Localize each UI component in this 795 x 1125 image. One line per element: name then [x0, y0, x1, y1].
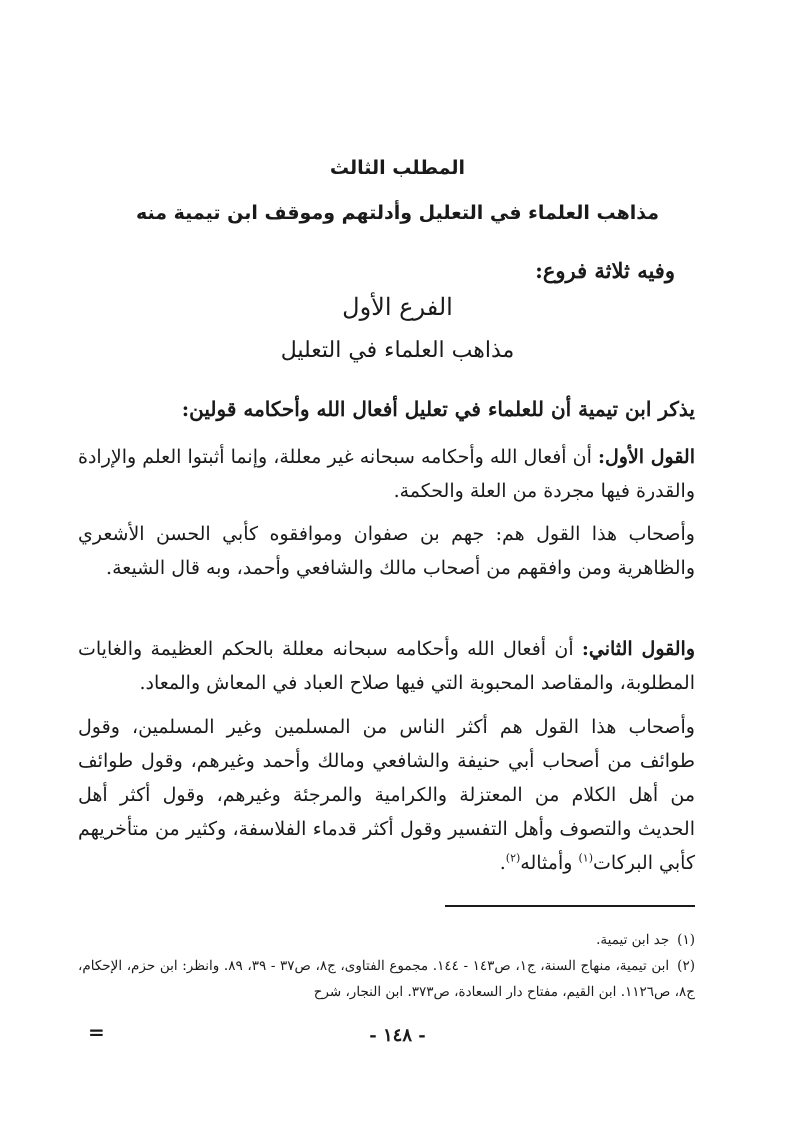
intro-line: وفيه ثلاثة فروع:	[535, 258, 675, 283]
continuation-mark: =	[88, 1020, 105, 1044]
branch-subtitle: مذاهب العلماء في التعليل	[280, 338, 515, 363]
section-heading: المطلب الثالث	[329, 157, 466, 179]
footnote-ref-2[interactable]: (٢)	[505, 851, 521, 865]
footnote-item	[78, 927, 695, 953]
paragraph-text: أن أفعال الله وأحكامه سبحانه معللة بالحكم العظيمة والغايات المطلوبة، والمقاصد المحبوبة التي فيها صلاح العباد في المعاش والمعاد.	[78, 638, 695, 694]
paragraph-text-c: .	[499, 852, 506, 874]
paragraph-first-opinion	[78, 440, 695, 508]
paragraph-second-opinion-holders	[78, 710, 695, 880]
footnotes	[78, 927, 695, 1005]
paragraph-lead: والقول الثاني:	[581, 638, 696, 660]
lead-paragraph: يذكر ابن تيمية أن للعلماء في تعليل أفعال الله وأحكامه قولين:	[181, 397, 695, 421]
footnote-divider	[445, 905, 695, 907]
footnote-text: ابن تيمية، منهاج السنة، ج١، ص١٤٣ - ١٤٤. مجموع الفتاوى، ج٨، ص٣٧ - ٣٩، ٨٩. وانظر: ابن حزم، الإحكام، ج٨، ص١١٢٦. ابن القيم، مفتاح دار السعادة، ص٣٧٣. ابن النجار، شرح	[78, 958, 695, 1000]
paragraph-first-opinion-holders	[78, 517, 695, 585]
footnote-item	[78, 953, 695, 1005]
footnote-number: (٢)	[677, 958, 695, 974]
branch-title: الفرع الأول	[342, 293, 453, 321]
paragraph-second-opinion	[78, 632, 695, 700]
paragraph-text: وأصحاب هذا القول هم أكثر الناس من المسلمين وغير المسلمين، وقول طوائف من أصحاب أبي حنيفة والشافعي ومالك وأحمد وغيرهم، وقول طوائف من أهل الكلام من المعتزلة والكرامية والمرجئة وغيرهم، وقول أكثر أهل الحديث والتصوف وأهل التفسير وقول أكثر قدماء الفلاسفة، وكثير من متأخريهم كأبي البركات	[78, 716, 695, 874]
page-number: - ١٤٨ -	[369, 1025, 426, 1046]
paragraph-text: وأصحاب هذا القول هم: جهم بن صفوان وموافقوه كأبي الحسن الأشعري والظاهرية ومن وافقهم من أصحاب مالك والشافعي وأحمد، وبه قال الشيعة.	[78, 523, 695, 579]
footnote-ref-1[interactable]: (١)	[578, 851, 593, 865]
paragraph-lead: القول الأول:	[597, 446, 695, 468]
footnote-text: جد ابن تيمية.	[596, 932, 670, 948]
paragraph-text-b: وأمثاله	[520, 852, 579, 874]
paragraph-text: أن أفعال الله وأحكامه سبحانه غير معللة، وإنما أثبتوا العلم والإرادة والقدرة فيها مجردة من العلة والحكمة.	[78, 446, 695, 502]
footnote-number: (١)	[677, 932, 695, 948]
section-title: مذاهب العلماء في التعليل وأدلتهم وموقف ابن تيمية منه	[135, 202, 660, 224]
